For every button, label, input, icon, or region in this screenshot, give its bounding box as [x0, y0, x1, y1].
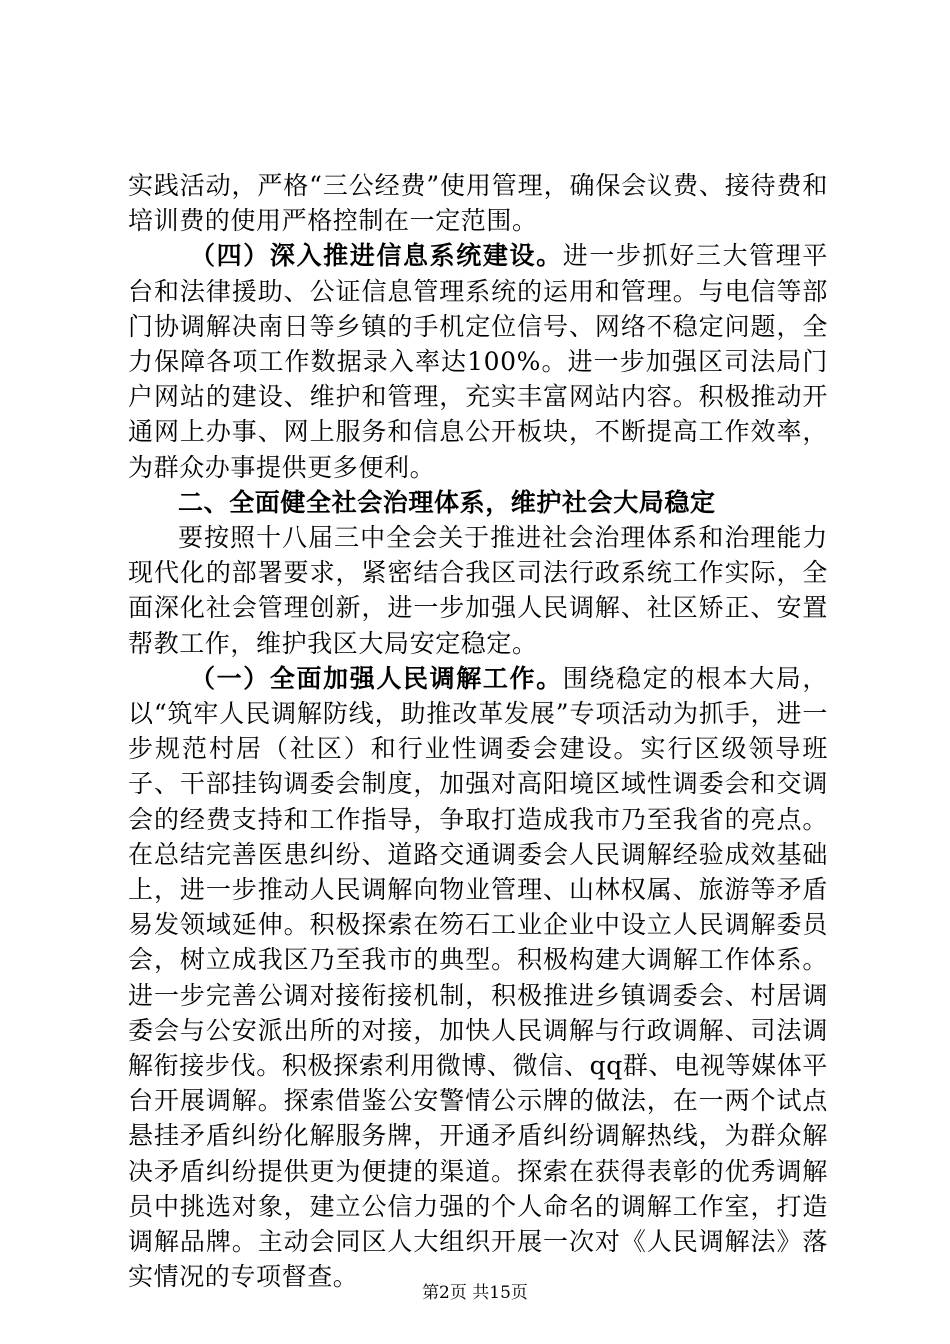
paragraph-social-governance-intro: 要按照十八届三中全会关于推进社会治理体系和治理能力现代化的部署要求，紧密结合我区司法行政系统工作实际，全面深化社会管理创新，进一步加强人民调解、社区矫正、安置帮教工作，维护我区大局安定稳定。	[128, 523, 828, 658]
paragraph-mediation-body: 围绕稳定的根本大局，以“筑牢人民调解防线，助推改革发展”专项活动为抓手，进一步规范村居（社区）和行业性调委会建设。实行区级领导班子、干部挂钩调委会制度，加强对高阳境区域性调委会和交调会的经费支持和工作指导，争取打造成我市乃至我省的亮点。在总结完善医患纠纷、道路交通调委会人民调解经验成效基础上，进一步推动人民调解向物业管理、山林权属、旅游等矛盾易发领域延伸。积极探索在笏石工业企业中设立人民调解委员会，树立成我区乃至我市的典型。积极构建大调解工作体系。进一步完善公调对接衔接机制，积极推进乡镇调委会、村居调委会与公安派出所的对接，加快人民调解与行政调解、司法调解衔接步伐。积极探索利用微博、微信、qq群、电视等媒体平台开展调解。探索借鉴公安警情公示牌的做法，在一两个试点悬挂矛盾纠纷化解服务牌，开通矛盾纠纷调解热线，为群众解决矛盾纠纷提供更为便捷的渠道。探索在获得表彰的优秀调解员中挑选对象，建立公信力强的个人命名的调解工作室，打造调解品牌。主动会同区人大组织开展一次对《人民调解法》落实情况的专项督查。	[128, 663, 828, 1292]
paragraph-info-system-body: 进一步抓好三大管理平台和法律援助、公证信息管理系统的运用和管理。与电信等部门协调解决南日等乡镇的手机定位信号、网络不稳定问题，全力保障各项工作数据录入率达100%。进一步加强区司法局门户网站的建设、维护和管理，充实丰富网站内容。积极推动开通网上办事、网上服务和信息公开板块，不断提高工作效率，为群众办事提供更多便利。	[128, 241, 828, 482]
section-heading-social-governance: 二、全面健全社会治理体系，维护社会大局稳定	[178, 487, 716, 517]
paragraph-mediation	[128, 661, 828, 1295]
document-body	[128, 168, 828, 1295]
section-subtitle-info-system: （四）深入推进信息系统建设。	[190, 241, 563, 271]
paragraph-continuation: 实践活动，严格“三公经费”使用管理，确保会议费、接待费和培训费的使用严格控制在一定范围。	[128, 171, 828, 236]
section-subtitle-mediation: （一）全面加强人民调解工作。	[190, 663, 563, 693]
page-footer: 第2页 共15页	[422, 1283, 528, 1303]
paragraph-info-system	[128, 238, 828, 484]
